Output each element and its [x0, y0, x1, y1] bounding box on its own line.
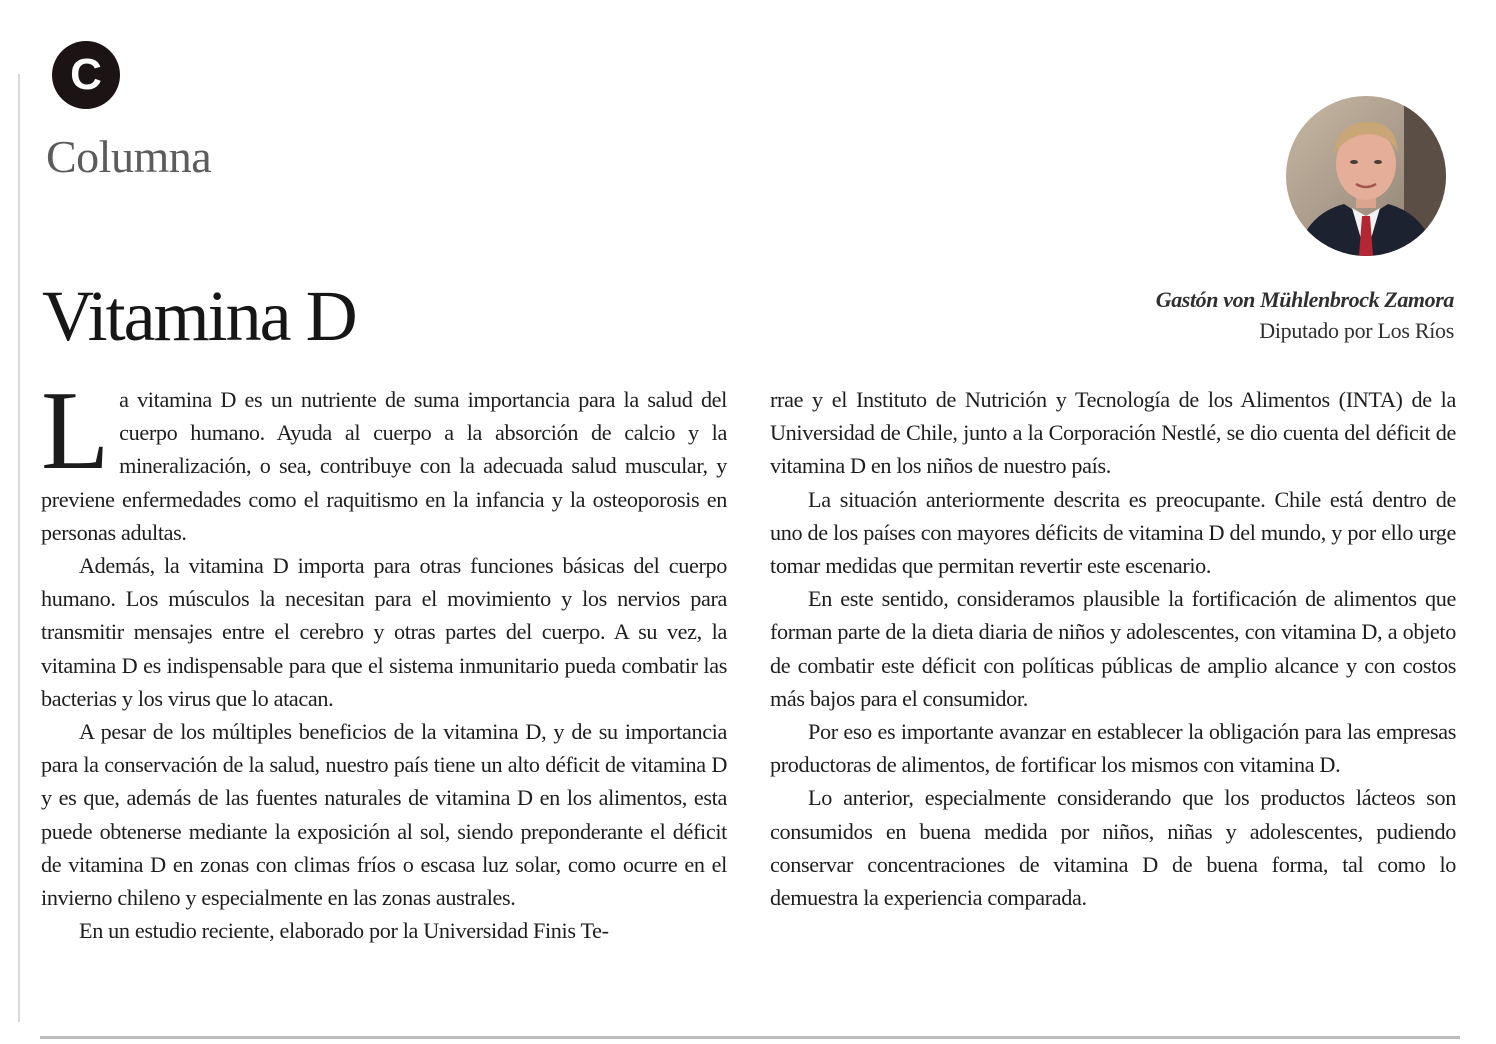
article-headline: Vitamina D	[42, 276, 356, 356]
author-portrait-icon	[1286, 96, 1446, 256]
section-label: Columna	[46, 131, 212, 182]
drop-cap: L	[41, 369, 110, 493]
article-paragraph: Además, la vitamina D importa para otras funciones básicas del cuerpo humano. Los músculos la necesitan para el movimiento y los nervios para transmitir mensajes entre el cerebro y otras partes del cuerpo. A su vez, la vitamina D es indispensable para que el sistema inmunitario pueda combatir las bacterias y los virus que lo atacan.	[41, 553, 727, 711]
article-column-left	[41, 369, 727, 947]
article-paragraph: La situación anteriormente descrita es preocupante. Chile está dentro de uno de los países con mayores déficits de vitamina D del mundo, y por ello urge tomar medidas que permitan revertir este escenario.	[770, 486, 1456, 579]
bottom-rule	[40, 1036, 1460, 1039]
author-name: Gastón von Mühlenbrock Zamora	[1155, 287, 1454, 312]
left-margin-rule	[18, 74, 20, 1022]
article-column-right	[770, 383, 1456, 914]
article-paragraph-continued: rrae y el Instituto de Nutrición y Tecnología de los Alimentos (INTA) de la Universidad de Chile, junto a la Corporación Nestlé, se dio cuenta del déficit de vitamina D en los niños de nuestro país.	[770, 387, 1456, 479]
paragraph-text: a vitamina D es un nutriente de suma importancia para la salud del cuerpo humano. Ayuda al cuerpo a la absorción de calcio y la mineralización, o sea, contribuye con la adecuada salud muscular, y previene enfermedades como el raquitismo en la infancia y la osteoporosis en personas adultas.	[41, 387, 727, 545]
article-paragraph	[41, 369, 727, 549]
article-paragraph: Por eso es importante avanzar en establecer la obligación para las empresas productoras de alimentos, de fortificar los mismos con vitamina D.	[770, 719, 1456, 778]
article-paragraph: Lo anterior, especialmente considerando que los productos lácteos son consumidos en buena medida por niños, niñas y adolescentes, pudiendo conservar concentraciones de vitamina D de buena forma, tal como lo demuestra la experiencia comparada.	[770, 785, 1456, 911]
article-paragraph: A pesar de los múltiples beneficios de la vitamina D, y de su importancia para la conservación de la salud, nuestro país tiene un alto déficit de vitamina D y es que, además de las fuentes naturales de vitamina D en los alimentos, esta puede obtenerse mediante la exposición al sol, siendo preponderante el déficit de vitamina D en zonas con climas fríos o escasa luz solar, como ocurre en el invierno chileno y especialmente en las zonas australes.	[41, 719, 727, 911]
byline	[1156, 286, 1454, 348]
article-paragraph: En un estudio reciente, elaborado por la Universidad Finis Te-	[79, 918, 609, 944]
column-badge-icon: C	[52, 41, 120, 109]
article-paragraph: En este sentido, consideramos plausible la fortificación de alimentos que forman parte de la dieta diaria de niños y adolescentes, con vitamina D, a objeto de combatir este déficit con políticas públicas de amplio alcance y con costos más bajos para el consumidor.	[770, 586, 1456, 711]
author-role: Diputado por Los Ríos	[1259, 318, 1454, 343]
author-portrait	[1286, 96, 1446, 256]
